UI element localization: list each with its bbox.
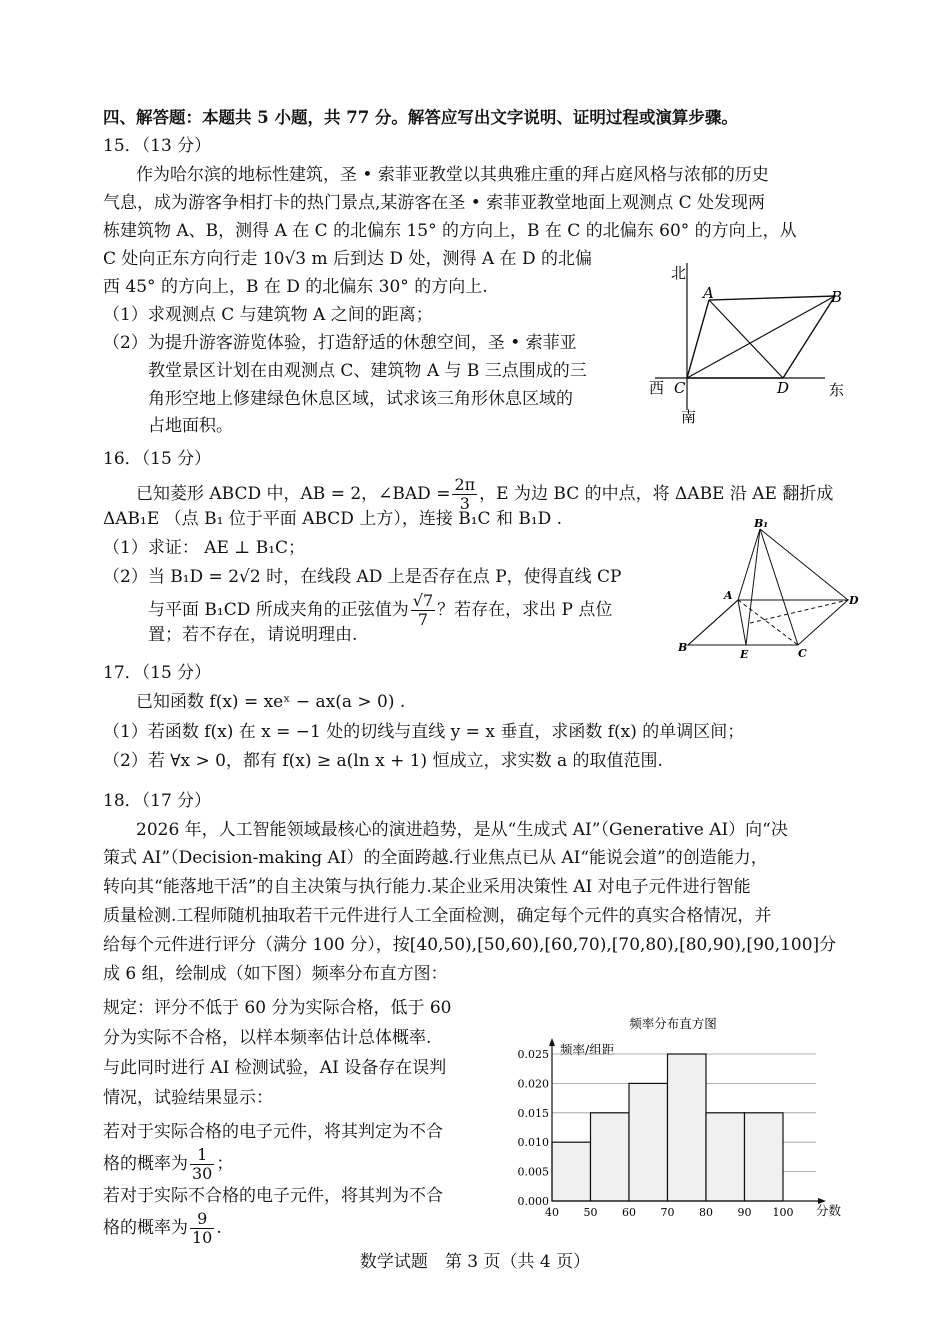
point-a-label: A <box>724 589 733 602</box>
q18-rule-line: 规定：评分不低于 60 分为实际合格，低于 60 <box>103 998 452 1018</box>
x-tick-label: 70 <box>660 1206 675 1219</box>
q18-line: 策式 AI”（Decision-making AI）的全面跨越.行业焦点已从 AI“能说会道”的创造能力， <box>103 848 768 868</box>
point-d-label: D <box>849 594 859 607</box>
q15-line: C 处向正东方向行走 10√3 m 后到达 D 处，测得 A 在 D 的北偏 <box>103 249 592 269</box>
q18-rule-line: 若对于实际合格的电子元件，将其判定为不合 <box>103 1122 443 1142</box>
section-header: 四、解答题：本题共 5 小题，共 77 分。解答应写出文字说明、证明过程或演算步骤。 <box>103 108 738 127</box>
q18-rule-line: 若对于实际不合格的电子元件，将其判为不合 <box>103 1186 443 1206</box>
q16-part1: （1）求证： AE ⊥ B₁C； <box>103 538 306 558</box>
histogram-bar <box>668 1054 707 1201</box>
histogram-chart <box>508 1010 858 1225</box>
q18-line: 给每个元件进行评分（满分 100 分），按[40,50),[50,60),[60,70),[70,80),[80,90),[90,100]分 <box>103 935 837 955</box>
chart-title: 频率分布直方图 <box>629 1016 717 1031</box>
histogram-bar <box>629 1083 668 1201</box>
point-c-label: C <box>674 379 686 397</box>
q15-part2-line: 教堂景区计划在由观测点 C、建筑物 A 与 B 三点围成的三 <box>148 361 587 381</box>
q15-number: 15．（13 分） <box>103 136 212 156</box>
q18-line: 2026 年，人工智能领域最核心的演进趋势，是从“生成式 AI”（Generative AI）向“决 <box>136 820 788 840</box>
q16-line1: 已知菱形 ABCD 中，AB = 2，∠BAD = $\frac{2\pi}{3}$ ，E 为边 BC 的中点，将 ΔABE 沿 AE 翻折成 <box>136 475 834 513</box>
south-label: 南 <box>681 408 697 426</box>
x-tick-label: 80 <box>699 1206 713 1219</box>
q18-prob1: 格的概率为 $\frac{1}{30}$ ； <box>103 1145 234 1183</box>
west-label: 西 <box>649 379 665 397</box>
q17-number: 17．（15 分） <box>103 663 212 683</box>
chart-ylabel: 频率/组距 <box>560 1042 615 1057</box>
q15-part1: （1）求观测点 C 与建筑物 A 之间的距离； <box>103 305 433 325</box>
x-tick-label: 40 <box>545 1206 559 1219</box>
point-d-label: D <box>777 379 790 397</box>
x-tick-label: 100 <box>772 1206 794 1219</box>
q18-number: 18．（17 分） <box>103 791 212 811</box>
q18-line: 转向其“能落地干活”的自主决策与执行能力.某企业采用决策性 AI 对电子元件进行智能 <box>103 877 751 897</box>
q15-line: 气息，成为游客争相打卡的热门景点,某游客在圣 • 索菲亚教堂地面上观测点 C 处发现两 <box>103 193 766 213</box>
histogram-bar <box>591 1113 630 1201</box>
y-tick-label: 0.020 <box>517 1077 549 1091</box>
x-tick-label: 60 <box>622 1206 636 1219</box>
y-tick-label: 0.005 <box>517 1165 549 1179</box>
q18-rule-line: 与此同时进行 AI 检测试验，AI 设备存在误判 <box>103 1058 447 1078</box>
y-axis-arrow-icon <box>549 1038 555 1046</box>
y-tick-label: 0.015 <box>517 1106 549 1120</box>
point-b1-label: B₁ <box>754 517 769 530</box>
y-tick-label: 0.025 <box>517 1048 549 1061</box>
q17-part1: （1）若函数 f(x) 在 x = −1 处的切线与直线 y = x 垂直，求函数 f(x) 的单调区间； <box>103 722 745 742</box>
q17-line1: 已知函数 f(x) = xeˣ − ax(a > 0) . <box>136 692 406 712</box>
q18-rule-line: 分为实际不合格，以样本频率估计总体概率. <box>103 1028 432 1048</box>
q15-figure <box>645 258 860 428</box>
point-a-label: A <box>703 284 714 302</box>
q18-line: 质量检测.工程师随机抽取若干元件进行人工全面检测，确定每个元件的真实合格情况，并 <box>103 906 772 926</box>
north-label: 北 <box>671 264 687 282</box>
y-tick-label: 0.000 <box>517 1195 549 1208</box>
point-c-label: C <box>798 647 807 660</box>
q16-part2-line3: 置；若不存在，请说明理由. <box>148 625 358 645</box>
q15-line: 西 45° 的方向上，B 在 D 的北偏东 30° 的方向上. <box>103 277 488 297</box>
q15-line: 作为哈尔滨的地标性建筑，圣 • 索菲亚教堂以其典雅庄重的拜占庭风格与浓郁的历史 <box>136 165 769 185</box>
point-e-label: E <box>740 648 749 661</box>
q15-part2-line: 占地面积。 <box>148 416 233 436</box>
chart-xlabel: 分数 <box>816 1203 842 1218</box>
point-b-label: B <box>678 641 688 654</box>
q16-line2: ΔAB₁E （点 B₁ 位于平面 ABCD 上方），连接 B₁C 和 B₁D . <box>103 509 563 529</box>
q15-part2-line: 角形空地上修建绿色休息区域，试求该三角形休息区域的 <box>148 389 573 409</box>
x-tick-label: 90 <box>737 1206 752 1219</box>
q18-rule-line: 情况，试验结果显示： <box>103 1088 273 1108</box>
east-label: 东 <box>829 381 845 399</box>
q17-part2: （2）若 ∀x > 0，都有 f(x) ≥ a(ln x + 1) 恒成立，求实数 a 的取值范围. <box>103 751 663 771</box>
histogram-bar <box>552 1142 591 1201</box>
q16-number: 16．（15 分） <box>103 449 212 469</box>
q15-line: 栋建筑物 A、B，测得 A 在 C 的北偏东 15° 的方向上，B 在 C 的北偏东 60° 的方向上，从 <box>103 221 797 241</box>
q16-part2-line1: （2）当 B₁D = 2√2 时，在线段 AD 上是否存在点 P，使得直线 CP <box>103 567 622 587</box>
point-b-label: B <box>831 288 843 306</box>
x-tick-label: 50 <box>583 1206 598 1219</box>
q16-figure <box>670 515 865 663</box>
q15-part2-line: （2）为提升游客游览体验，打造舒适的休憩空间，圣 • 索菲亚 <box>103 333 577 353</box>
histogram-bar <box>745 1113 784 1201</box>
q16-part2-line2: 与平面 B₁CD 所成夹角的正弦值为 $\frac{√7}{7}$ ？若存在，求出 P 点位 <box>148 591 613 629</box>
y-tick-label: 0.010 <box>517 1136 549 1150</box>
page-footer: 数学试题 第 3 页（共 4 页） <box>359 1252 591 1272</box>
q18-prob2: 格的概率为 $\frac{9}{10}$ . <box>103 1209 222 1247</box>
q18-line: 成 6 组，绘制成（如下图）频率分布直方图： <box>103 964 448 984</box>
histogram-bar <box>706 1113 745 1201</box>
